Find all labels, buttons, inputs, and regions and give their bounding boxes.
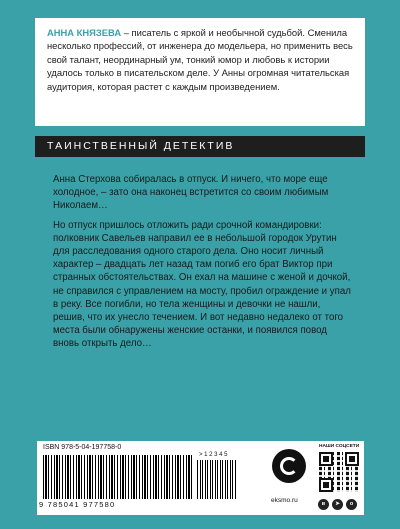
isbn-label: ISBN 978-5-04-197758-0 <box>43 444 122 451</box>
synopsis-paragraph: Анна Стерхова собиралась в отпуск. И ничего, что море еще холодное, – зато она наконец встретится со своим любимым Николаем… <box>53 174 329 212</box>
ok-icon: о <box>346 499 357 510</box>
social-caption: НАШИ СОЦСЕТИ <box>319 444 360 449</box>
publisher-website: eksmo.ru <box>271 497 298 504</box>
author-name: АННА КНЯЗЕВА <box>47 27 122 38</box>
vk-icon: в <box>318 499 329 510</box>
barcode-addon <box>197 460 237 499</box>
qr-code-icon <box>319 452 359 492</box>
barcode <box>43 455 193 499</box>
author-bio <box>47 26 353 93</box>
barcode-digits: 9 785041 977580 <box>39 500 116 509</box>
author-bio-text: – писатель с яркой и необычной судьбой. Сменила несколько профессий, от инженера до модельера, но применить весь свой талант, неординарный ум, тонкий юмор и любовь к истории удалось только в писательском деле. У Анны огромная читательская аудитория, которая растет с каждым произведением. <box>47 27 353 92</box>
telegram-icon: ➤ <box>332 499 343 510</box>
book-synopsis <box>53 173 353 357</box>
series-banner: ТАИНСТВЕННЫЙ ДЕТЕКТИВ <box>35 136 365 157</box>
barcode-addon-digits: > 1 2 3 4 5 <box>199 452 228 458</box>
eksmo-logo-icon <box>272 449 306 483</box>
social-icons-row <box>318 499 357 510</box>
barcode-panel <box>37 441 364 515</box>
author-bio-box <box>35 18 365 126</box>
synopsis-paragraph: Но отпуск пришлось отложить ради срочной командировки: полковник Савельев направил ее в небольшой городок Урутин для расследования одного старого дела. Оно носит личный характер – двадцать лет назад там погиб его брат Виктор при странных обстоятельствах. Он ехал на машине с женой и дочкой, не справился с управлением на мосту, пробил ограждение и упал в реку. Все погибли, но тела женщины и девочки не нашли, решив, что их унесло течением. И вот недавно недалеко от того места были обнаружены женские останки, и появился повод вновь открыть дело… <box>53 219 351 350</box>
